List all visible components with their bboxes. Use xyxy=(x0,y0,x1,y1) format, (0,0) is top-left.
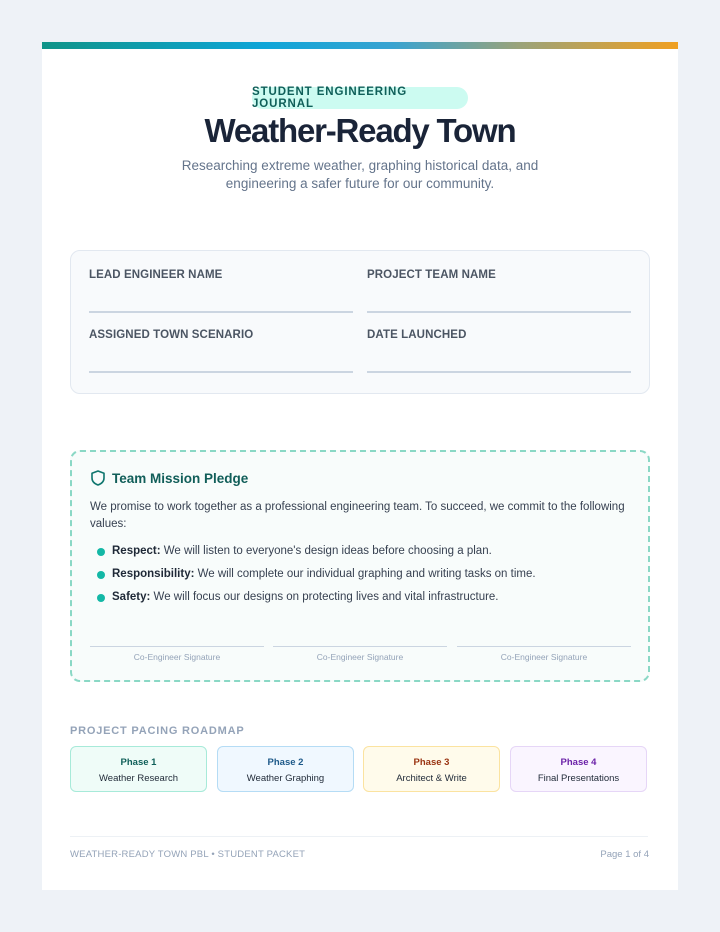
value-name: Responsibility: xyxy=(112,568,195,580)
project-info-card xyxy=(70,250,650,394)
signature-label: Co-Engineer Signature xyxy=(133,652,221,662)
date-launched-input-line[interactable] xyxy=(367,371,631,373)
town-scenario-field[interactable] xyxy=(89,329,353,341)
pledge-header xyxy=(91,470,248,486)
footer-packet-label: WEATHER-READY TOWN PBL • STUDENT PACKET xyxy=(70,849,306,860)
value-text: We will focus our designs on protecting lives and vital infrastructure. xyxy=(150,591,499,603)
page-subtitle: Researching extreme weather, graphing historical data, and engineering a safer future for our community. xyxy=(181,158,539,191)
phase-number: Phase 3 xyxy=(413,757,450,768)
signature-3[interactable] xyxy=(457,646,631,662)
date-launched-label: DATE LAUNCHED xyxy=(367,329,467,341)
signature-1[interactable] xyxy=(90,646,264,662)
phase-card-1 xyxy=(70,746,207,792)
project-team-field[interactable] xyxy=(367,269,631,281)
signature-2[interactable] xyxy=(273,646,447,662)
journal-page xyxy=(42,42,678,890)
footer-divider xyxy=(70,836,648,837)
phase-card-4 xyxy=(510,746,647,792)
shield-icon xyxy=(91,470,105,486)
lead-engineer-input-line[interactable] xyxy=(89,311,353,313)
pledge-values-list xyxy=(97,544,627,613)
town-scenario-input-line[interactable] xyxy=(89,371,353,373)
signature-line[interactable] xyxy=(273,646,447,647)
phase-card-2 xyxy=(217,746,354,792)
team-mission-pledge xyxy=(70,450,650,682)
page-number: Page 1 of 4 xyxy=(600,849,649,860)
value-item-responsibility xyxy=(97,567,627,590)
signature-label: Co-Engineer Signature xyxy=(500,652,588,662)
phase-name: Weather Graphing xyxy=(246,773,325,784)
value-name: Safety: xyxy=(112,591,151,603)
bullet-dot-icon xyxy=(97,594,105,602)
lead-engineer-field[interactable] xyxy=(89,269,353,281)
signature-label: Co-Engineer Signature xyxy=(316,652,404,662)
lead-engineer-label: LEAD ENGINEER NAME xyxy=(89,269,223,281)
project-team-label: PROJECT TEAM NAME xyxy=(367,269,496,281)
page-title: Weather-Ready Town xyxy=(204,112,516,149)
phase-number: Phase 4 xyxy=(560,757,597,768)
town-scenario-label: ASSIGNED TOWN SCENARIO xyxy=(89,329,254,341)
signature-line[interactable] xyxy=(90,646,264,647)
value-name: Respect: xyxy=(112,545,161,557)
bullet-dot-icon xyxy=(97,548,105,556)
journal-badge: STUDENT ENGINEERING JOURNAL xyxy=(252,87,468,109)
date-launched-field[interactable] xyxy=(367,329,631,341)
value-item-respect xyxy=(97,544,627,567)
signature-line[interactable] xyxy=(457,646,631,647)
pledge-intro: We promise to work together as a professional engineering team. To succeed, we commit to the following values: xyxy=(90,501,625,530)
phase-name: Weather Research xyxy=(98,773,179,784)
value-text: We will complete our individual graphing and writing tasks on time. xyxy=(194,568,536,580)
value-item-safety xyxy=(97,590,627,613)
bullet-dot-icon xyxy=(97,571,105,579)
phase-name: Architect & Write xyxy=(396,773,467,784)
phase-card-3 xyxy=(363,746,500,792)
roadmap-heading: PROJECT PACING ROADMAP xyxy=(70,725,245,737)
project-team-input-line[interactable] xyxy=(367,311,631,313)
phase-number: Phase 1 xyxy=(120,757,157,768)
pledge-title: Team Mission Pledge xyxy=(112,470,249,486)
phase-name: Final Presentations xyxy=(537,773,620,784)
value-text: We will listen to everyone's design ideas before choosing a plan. xyxy=(160,545,492,557)
accent-gradient-bar xyxy=(42,42,678,49)
phase-number: Phase 2 xyxy=(267,757,304,768)
